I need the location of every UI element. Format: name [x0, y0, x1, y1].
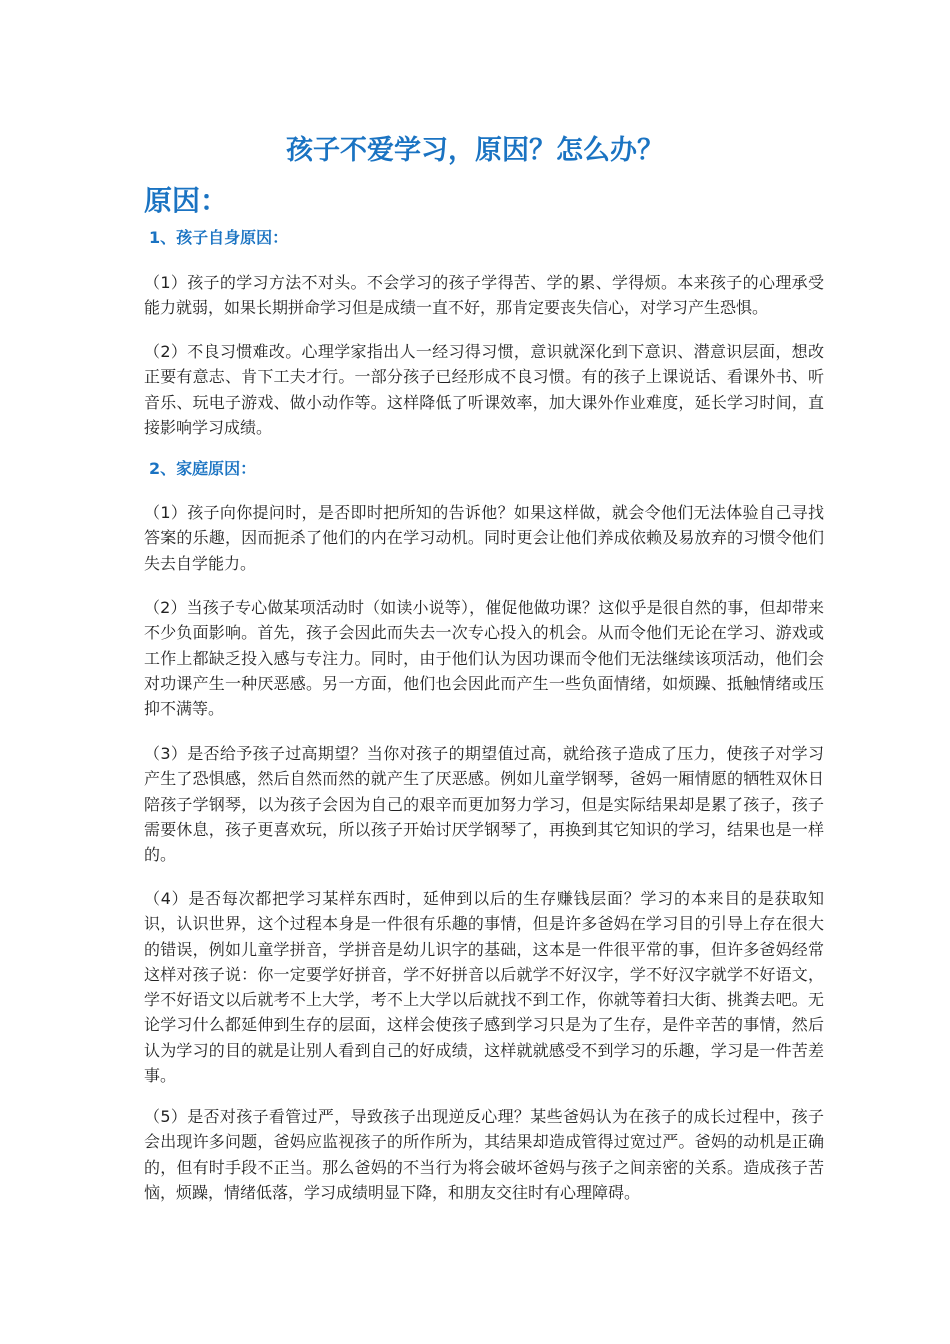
subsection-heading-child-reasons: 1、孩子自身原因： — [149, 228, 289, 247]
paragraph: （2）不良习惯难改。心理学家指出人一经习得习惯，意识就深化到下意识、潜意识层面，想改正要有意志、肯下工夫才行。一部分孩子已经形成不良习惯。有的孩子上课说话、看课外书、听音乐、玩电子游戏、做小动作等。这样降低了听课效率，加大课外作业难度，延长学习时间，直接影响学习成绩。 — [144, 342, 824, 437]
paragraph: （1）孩子向你提问时，是否即时把所知的告诉他？如果这样做，就会令他们无法体验自己寻找答案的乐趣，因而扼杀了他们的内在学习动机。同时更会让他们养成依赖及易放弃的习惯令他们失去自学能力。 — [144, 503, 824, 573]
paragraph: （3）是否给予孩子过高期望？当你对孩子的期望值过高，就给孩子造成了压力，使孩子对学习产生了恐惧感，然后自然而然的就产生了厌恶感。例如儿童学钢琴，爸妈一厢情愿的牺牲双休日陪孩子学钢琴，以为孩子会因为自己的艰辛而更加努力学习，但是实际结果却是累了孩子，孩子需要休息，孩子更喜欢玩，所以孩子开始讨厌学钢琴了，再换到其它知识的学习，结果也是一样的。 — [144, 744, 824, 865]
document-title: 孩子不爱学习，原因？怎么办？ — [286, 135, 664, 166]
paragraph: （4）是否每次都把学习某样东西时，延伸到以后的生存赚钱层面？学习的本来目的是获取知识，认识世界，这个过程本身是一件很有乐趣的事情，但是许多爸妈在学习目的引导上存在很大的错误，例如儿童学拼音，学拼音是幼儿识字的基础，这本是一件很平常的事，但许多爸妈经常这样对孩子说：你一定要学好拼音，学不好拼音以后就学不好汉字，学不好汉字就学不好语文，学不好语文以后就考不上大学，考不上大学以后就找不到工作，你就等着扫大街、挑粪去吧。无论学习什么都延伸到生存的层面，这样会使孩子感到学习只是为了生存，是件辛苦的事情，然后认为学习的目的就是让别人看到自己的好成绩，这样就就感受不到学习的乐趣，学习是一件苦差事。 — [144, 889, 824, 1086]
subsection-heading-family-reasons: 2、家庭原因： — [149, 459, 257, 478]
section-heading-reasons: 原因： — [144, 184, 229, 217]
paragraph: （5）是否对孩子看管过严，导致孩子出现逆反心理？某些爸妈认为在孩子的成长过程中，孩子会出现许多问题，爸妈应监视孩子的所作所为，其结果却造成管得过宽过严。爸妈的动机是正确的，但有时手段不正当。那么爸妈的不当行为将会破坏爸妈与孩子之间亲密的关系。造成孩子苦恼，烦躁，情绪低落，学习成绩明显下降，和朋友交往时有心理障碍。 — [144, 1107, 824, 1202]
paragraph: （2）当孩子专心做某项活动时（如读小说等），催促他做功课？这似乎是很自然的事，但却带来不少负面影响。首先，孩子会因此而失去一次专心投入的机会。从而令他们无论在学习、游戏或工作上都缺乏投入感与专注力。同时，由于他们认为因功课而令他们无法继续该项活动，他们会对功课产生一种厌恶感。另一方面，他们也会因此而产生一些负面情绪，如烦躁、抵触情绪或压抑不满等。 — [144, 598, 824, 719]
paragraph: （1）孩子的学习方法不对头。不会学习的孩子学得苦、学的累、学得烦。本来孩子的心理承受能力就弱，如果长期拼命学习但是成绩一直不好，那肯定要丧失信心，对学习产生恐惧。 — [144, 273, 824, 318]
